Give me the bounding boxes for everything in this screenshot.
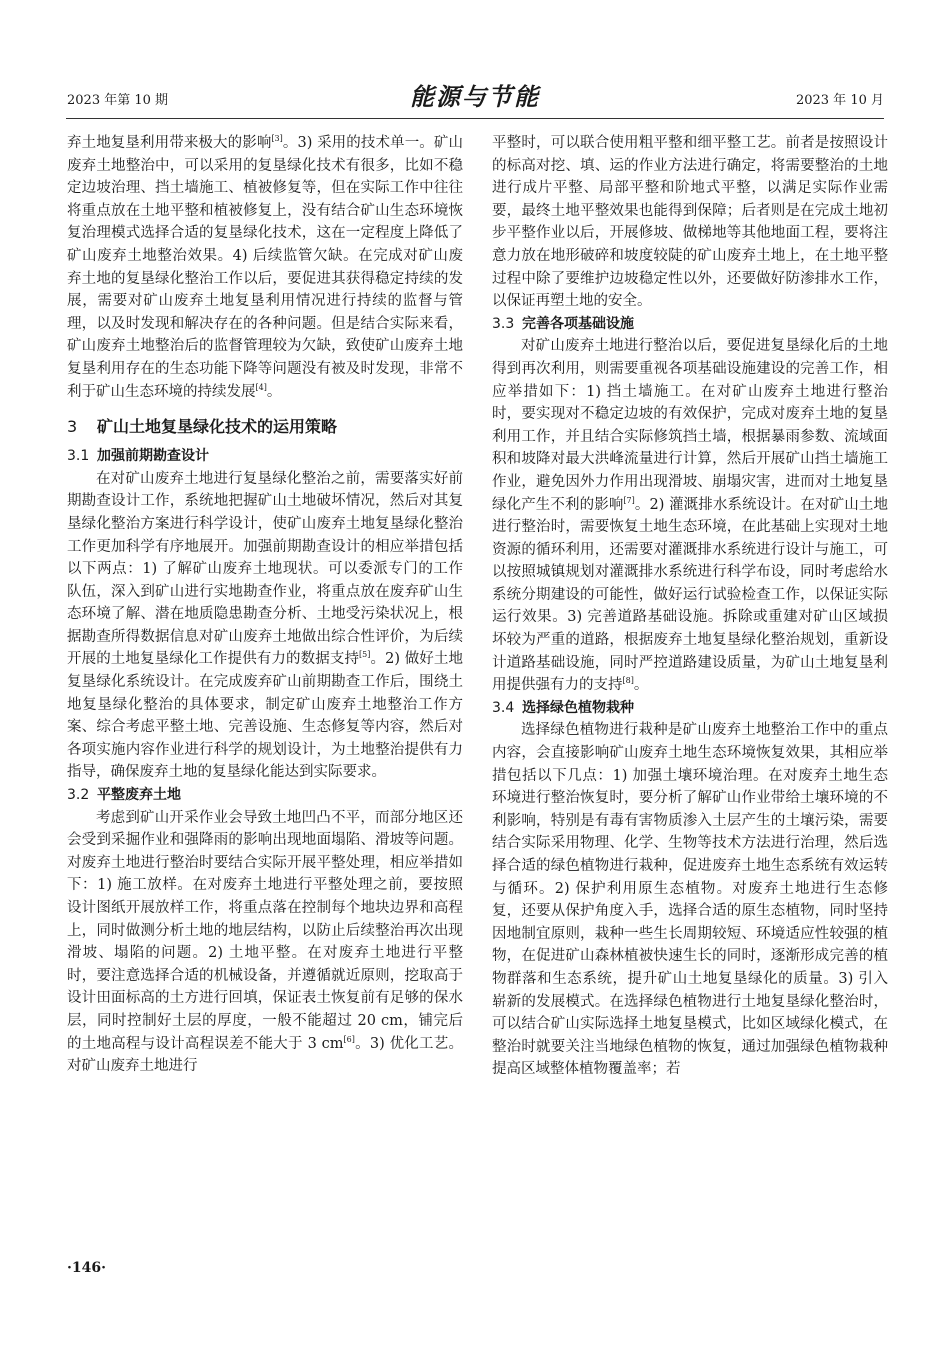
subsection-heading: 3.2 平整废弃土地	[67, 787, 181, 804]
citation: [4]	[255, 382, 267, 392]
paragraph: 对矿山废弃土地进行整治以后，要促进复垦绿化后的土地得到再次利用，则需要重视各项基础设施建设的完善工作，相应举措如下：1) 挡土墙施工。在对矿山废弃土地进行整治时，要实现对不稳定边坡的有效保护，完成对废弃土地的复垦利用工作，并且结合实际修筑挡土墙，根据暴雨参数、流域面积和坡降对最大洪峰流量进行计算，然后开展矿山挡土墙施工作业，避免因外力作用出现滑坡、崩塌灾害，进而对土地复垦绿化产生不利的影响[7]。2) 灌溉排水系统设计。在对矿山土地进行整治时，需要恢复土地生态环境，在此基础上实现对土地资源的循环利用，还需要对灌溉排水系统进行设计与施工，可以按照城镇规划对灌溉排水系统进行科学布设，同时考虑给水系统分期建设的可能性，做好运行试验检查工作，以保证实际运行效果。3) 完善道路基础设施。拆除或重建对矿山区域损坏较为严重的道路，根据废弃土地复垦绿化整治规划，重新设计道路基础设施，同时严控道路建设质量，为矿山土地复垦利用提供强有力的支持[8]。	[492, 338, 888, 694]
citation: [8]	[622, 676, 634, 686]
paragraph: 在对矿山废弃土地进行复垦绿化整治之前，需要落实好前期勘查设计工作，系统地把握矿山土地破坏情况，然后对其复垦绿化整治方案进行科学设计，使矿山废弃土地复垦绿化整治工作更加科学有序地展开。加强前期勘查设计的相应举措包括以下两点：1) 了解矿山废弃土地现状。可以委派专门的工作队伍，深入到矿山进行实地勘查作业，将重点放在废弃矿山生态环境了解、潜在地质隐患勘查分析、土地受污染状况上，根据勘查所得数据信息对矿山废弃土地做出综合性评价，为后续开展的土地复垦绿化工作提供有力的数据支持[5]。2) 做好土地复垦绿化系统设计。在完成废弃矿山前期勘查工作后，围绕土地复垦绿化整治的具体要求，制定矿山废弃土地整治工作方案、综合考虑平整土地、完善设施、生态修复等内容，然后对各项实施内容作业进行科学的规划设计，为土地整治提供有力指导，确保废弃土地的复垦绿化能达到实际要求。	[67, 470, 463, 781]
header-left: 2023 年第 10 期	[67, 93, 169, 108]
right-column	[492, 132, 888, 1081]
citation: [6]	[343, 1034, 355, 1044]
subsection-heading: 3.1 加强前期勘查设计	[67, 448, 209, 465]
header-right: 2023 年 10 月	[795, 93, 884, 108]
citation: [7]	[623, 495, 635, 505]
citation: [3]	[271, 134, 283, 144]
journal-title: 能源与节能	[410, 82, 540, 111]
section-heading: 3 矿山土地复垦绿化技术的运用策略	[67, 417, 338, 437]
paragraph: 考虑到矿山开采作业会导致土地凹凸不平，而部分地区还会受到采掘作业和强降雨的影响出现地面塌陷、滑坡等问题。对废弃土地进行整治时要结合实际开展平整处理，相应举措如下：1) 施工放样。在对废弃土地进行平整处理之前，要按照设计图纸开展放样工作，将重点落在控制每个地块边界和高程上，同时做测分析土地的地层结构，以防止后续整治再次出现滑坡、塌陷的问题。2) 土地平整。在对废弃土地进行平整时，要注意选择合适的机械设备，并遵循就近原则，挖取高于设计田面标高的土方进行回填，保证表土恢复前有足够的保水层，同时控制好土层的厚度，一般不能超过 20 cm，铺完后的土地高程与设计高程误差不能大于 3 cm[6]。3) 优化工艺。对矿山废弃土地进行	[67, 809, 464, 1075]
paragraph: 选择绿色植物进行栽种是矿山废弃土地整治工作中的重点内容，会直接影响矿山废弃土地生态环境恢复效果，其相应举措包括以下几点：1) 加强土壤环境治理。在对废弃土地生态环境进行整治恢复时，要分析了解矿山作业带给土壤环境的不利影响，特别是有毒有害物质渗入土层产生的土壤污染，需要结合实际采用物理、化学、生物等技术方法进行治理，然后选择合适的绿色植物进行栽种，促进废弃土地生态系统有效运转与循环。2) 保护利用原生态植物。对废弃土地进行生态修复，还要从保护角度入手，选择合适的原生态植物，同时坚持因地制宜原则，栽种一些生长周期较短、环境适应性较强的植物，在促进矿山森林植被快速生长的同时，逐渐形成完善的植物群落和生态系统，提升矿山土地复垦绿化的质量。3) 引入崭新的发展模式。在选择绿色植物进行土地复垦绿化整治时，可以结合矿山实际选择土地复垦模式，比如区域绿化模式，在整治时就要关注当地绿色植物的恢复，通过加强绿色植物栽种提高区域整体植物覆盖率；若	[492, 722, 888, 1078]
left-column	[67, 132, 463, 1078]
paragraph: 平整时，可以联合使用粗平整和细平整工艺。前者是按照设计的标高对挖、填、运的作业方法进行确定，将需要整治的土地进行成片平整、局部平整和阶地式平整，以满足实际作业需要，最终土地平整效果也能得到保障；后者则是在完成土地初步平整作业以后，开展修坡、做梯地等其他地面工程，要将注意力放在地形破碎和坡度较陡的矿山废弃土地上，在土地平整过程中除了要维护边坡稳定性以外，还要做好防渗排水工作，以保证再塑土地的安全。	[492, 135, 888, 310]
citation: [5]	[359, 650, 371, 660]
subsection-heading: 3.3 完善各项基础设施	[492, 315, 634, 332]
paragraph: 弃土地复垦利用带来极大的影响[3]。3) 采用的技术单一。矿山废弃土地整治中，可以采用的复垦绿化技术有很多，比如不稳定边坡治理、挡土墙施工、植被修复等，但在实际工作中往往将重点放在土地平整和植被修复上，没有结合矿山生态环境恢复治理模式选择合适的复垦绿化技术，这在一定程度上降低了矿山废弃土地整治效果。4) 后续监管欠缺。在完成对矿山废弃土地的复垦绿化整治工作以后，要促进其获得稳定持续的发展，需要对矿山废弃土地复垦利用情况进行持续的监督与管理，以及时发现和解决存在的各种问题。但是结合实际来看，矿山废弃土地整治后的监督管理较为欠缺，致使矿山废弃土地复垦利用存在的生态功能下降等问题没有被及时发现，非常不利于矿山生态环境的持续发展[4]。	[67, 134, 463, 400]
header-rule	[66, 118, 884, 119]
subsection-heading: 3.4 选择绿色植物栽种	[492, 699, 634, 716]
page-number: ·146·	[67, 1260, 106, 1276]
